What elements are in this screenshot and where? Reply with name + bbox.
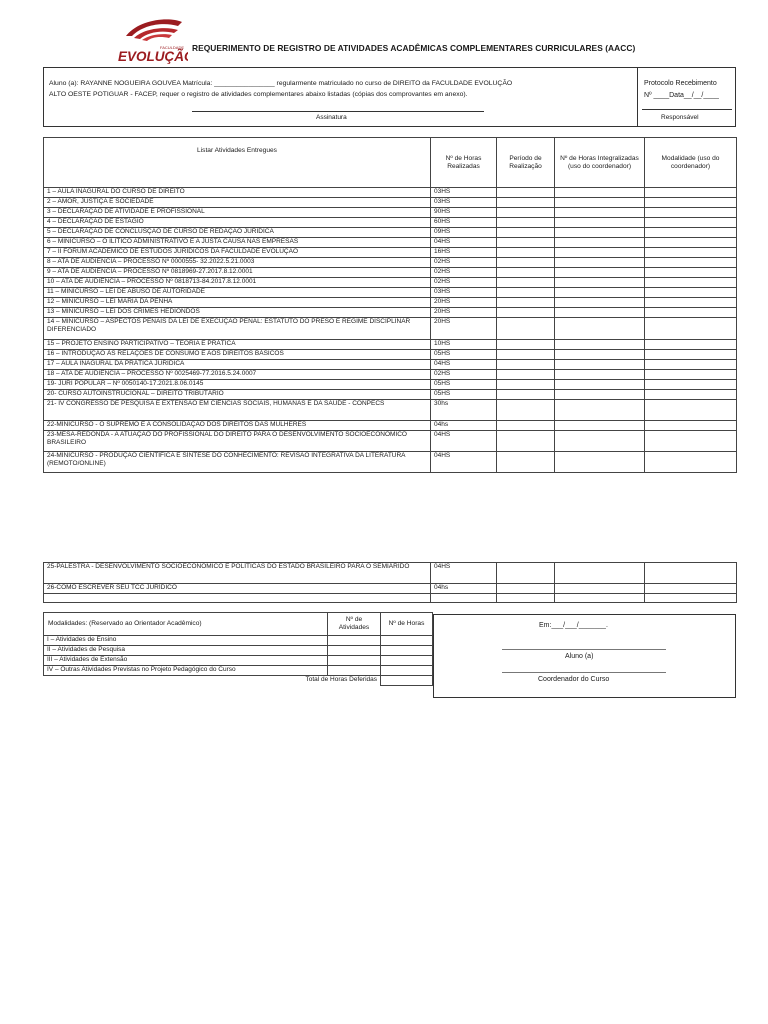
modality-activities-cell[interactable] (328, 666, 381, 676)
activity-description: 4 – DECLARAÇÃO DE ESTAGIO (44, 218, 431, 228)
activity-period-cell[interactable] (497, 584, 555, 594)
activity-description: 13 – MINICURSO – LEI DOS CRIMES HEDIONDOS (44, 308, 431, 318)
activity-row (44, 208, 737, 218)
activity-period-cell[interactable] (497, 268, 555, 278)
activity-description: 25-PALESTRA - DESENVOLVIMENTO SOCIOECONÔMICO E POLÍTICAS DO ESTADO BRASILEIRO PARA O SEMIÁRIDO (44, 563, 431, 584)
coordinator-signature-line[interactable] (502, 672, 666, 673)
activity-hours: 04hs (431, 421, 497, 431)
activity-modality-cell[interactable] (645, 400, 737, 421)
activity-hours: 03HS (431, 198, 497, 208)
blank-activity-row (44, 594, 737, 603)
activity-description: 24-MINICURSO - PRODUÇÃO CIENTÍFICA E SÍNTESE DO CONHECIMENTO: REVISÃO INTEGRATIVA DA LITERATURA (REMOTO/ONLINE) (44, 452, 431, 473)
activity-hours: 16HS (431, 248, 497, 258)
activity-period-cell[interactable] (497, 308, 555, 318)
activity-row (44, 350, 737, 360)
activity-modality-cell[interactable] (645, 340, 737, 350)
college-logo (116, 14, 188, 64)
activity-integrated-hours-cell[interactable] (555, 288, 645, 298)
activity-modality-cell[interactable] (645, 248, 737, 258)
activity-modality-cell[interactable] (645, 258, 737, 268)
modalities-table (43, 612, 433, 686)
activity-row (44, 340, 737, 350)
date-field[interactable]: Em:___/___/_______. (539, 622, 608, 629)
activity-description: 16 – INTRODUÇÃO ÀS RELAÇÕES DE CONSUMO E AOS DIREITOS BÁSICOS (44, 350, 431, 360)
col-header-period: Período de Realização (497, 138, 555, 188)
activity-hours: 60HS (431, 218, 497, 228)
activity-description: 3 – DECLARAÇÃO DE ATIVIDADE E PROFISSIONAL (44, 208, 431, 218)
form-title: REQUERIMENTO DE REGISTRO DE ATIVIDADES ACADÊMICAS COMPLEMENTARES CURRICULARES (AACC) (192, 43, 636, 53)
activity-row (44, 268, 737, 278)
total-hours-label: Total de Horas Deferidas (44, 676, 381, 686)
activity-integrated-hours-cell[interactable] (555, 228, 645, 238)
activity-hours: 10HS (431, 340, 497, 350)
activity-description: 20- CURSO AUTOINSTRUCIONAL – DIREITO TRIBUTÁRIO (44, 390, 431, 400)
activity-integrated-hours-cell[interactable] (555, 298, 645, 308)
coordinator-signature-label: Coordenador do Curso (538, 676, 610, 683)
activity-period-cell[interactable] (497, 318, 555, 340)
activity-hours: 90HS (431, 208, 497, 218)
protocol-title: Protocolo Recebimento (644, 80, 717, 87)
activity-modality-cell[interactable] (645, 238, 737, 248)
activity-period-cell[interactable] (497, 238, 555, 248)
activity-modality-cell[interactable] (645, 278, 737, 288)
col-header-hours: Nº de Horas Realizadas (431, 138, 497, 188)
activity-integrated-hours-cell[interactable] (555, 238, 645, 248)
activity-period-cell[interactable] (497, 248, 555, 258)
activity-integrated-hours-cell[interactable] (555, 421, 645, 431)
activity-hours: 05HS (431, 350, 497, 360)
statement-line-1: Aluno (a): RAYANNE NOGUEIRA GOUVEA Matrícula: ________________ regularmente matriculado no curso de DIREITO da FACULDADE EVOLUÇÃO (49, 80, 513, 87)
activity-integrated-hours-cell[interactable] (555, 452, 645, 473)
activity-modality-cell[interactable] (645, 380, 737, 390)
col-header-activities: Listar Atividades Entregues (44, 138, 431, 188)
activity-row (44, 288, 737, 298)
activity-row (44, 308, 737, 318)
activity-description: 15 – PROJETO ENSINO PARTICIPATIVO – TEORIA E PRÁTICA (44, 340, 431, 350)
activity-description: 9 – ATA DE AUDIÊNCIA – PROCESSO Nº 0818969-27.2017.8.12.0001 (44, 268, 431, 278)
activity-period-cell[interactable] (497, 370, 555, 380)
activity-row (44, 188, 737, 198)
activity-row (44, 431, 737, 452)
activity-description: 19- JURI POPULAR – Nº 0050140-17.2021.8.06.0145 (44, 380, 431, 390)
activity-period-cell[interactable] (497, 452, 555, 473)
activity-modality-cell[interactable] (645, 584, 737, 594)
activity-row (44, 360, 737, 370)
activities-table-continued (43, 562, 737, 603)
modalities-col-activities: Nº de Atividades (328, 613, 381, 636)
activity-description: 23-MESA-REDONDA - A ATUAÇÃO DO PROFISSIONAL DO DIREITO PARA O DESENVOLVIMENTO SOCIOECONÔMICO BRASILEIRO (44, 431, 431, 452)
activity-hours: 03HS (431, 188, 497, 198)
blank-cell[interactable] (645, 594, 737, 603)
activity-period-cell[interactable] (497, 563, 555, 584)
blank-cell[interactable] (497, 594, 555, 603)
activity-modality-cell[interactable] (645, 318, 737, 340)
modality-label: I – Atividades de Ensino (44, 636, 328, 646)
blank-cell[interactable] (431, 594, 497, 603)
activity-description: 8 – ATA DE AUDIENCIA – PROCESSO Nº 0000555- 32.2022.5.21.0003 (44, 258, 431, 268)
statement-line-2: ALTO OESTE POTIGUAR - FACEP, requer o registro de atividades complementares abaixo listadas (cópias dos comprovantes em anexo). (49, 91, 468, 98)
modality-row (44, 636, 433, 646)
activity-description: 17 – AULA INAGURAL DA PRÁTICA JURIDICA (44, 360, 431, 370)
student-signature-line[interactable] (502, 649, 666, 650)
activity-description: 6 – MINICURSO – O ILITICO ADMINISTRATIVO E A JUSTA CAUSA NAS EMPRESAS (44, 238, 431, 248)
activity-description: 7 – II FORUM ACADEMICO DE ESTUDOS JURÍDICOS DA FACULDADE EVOLUÇÃO (44, 248, 431, 258)
activity-integrated-hours-cell[interactable] (555, 370, 645, 380)
activity-hours: 02HS (431, 370, 497, 380)
activity-row (44, 198, 737, 208)
activity-integrated-hours-cell[interactable] (555, 340, 645, 350)
activity-hours: 20HS (431, 318, 497, 340)
activity-row (44, 248, 737, 258)
activity-modality-cell[interactable] (645, 308, 737, 318)
activity-hours: 04hs (431, 584, 497, 594)
activity-integrated-hours-cell[interactable] (555, 268, 645, 278)
activity-modality-cell[interactable] (645, 421, 737, 431)
blank-cell[interactable] (555, 594, 645, 603)
activity-hours: 03HS (431, 288, 497, 298)
signature-line (192, 111, 484, 112)
activity-row (44, 380, 737, 390)
activities-table (43, 137, 737, 473)
activity-integrated-hours-cell[interactable] (555, 318, 645, 340)
blank-cell[interactable] (44, 594, 431, 603)
activity-integrated-hours-cell[interactable] (555, 208, 645, 218)
activity-period-cell[interactable] (497, 288, 555, 298)
modality-label: IV – Outras Atividades Previstas no Projeto Pedagógico do Curso (44, 666, 328, 676)
activity-period-cell[interactable] (497, 421, 555, 431)
activity-description: 11 – MINICURSO – LEI DE ABUSO DE AUTORIDADE (44, 288, 431, 298)
activity-period-cell[interactable] (497, 431, 555, 452)
activity-description: 22-MINICURSO - O SUPREMO E A CONSOLIDAÇÃO DOS DIREITOS DAS MULHERES (44, 421, 431, 431)
activity-row (44, 452, 737, 473)
activity-integrated-hours-cell[interactable] (555, 198, 645, 208)
activity-integrated-hours-cell[interactable] (555, 188, 645, 198)
activity-row (44, 400, 737, 421)
modality-label: II – Atividades de Pesquisa (44, 646, 328, 656)
activity-row (44, 318, 737, 340)
activity-hours: 04HS (431, 452, 497, 473)
modality-hours-cell[interactable] (381, 666, 433, 676)
activity-row (44, 584, 737, 594)
activity-row (44, 278, 737, 288)
protocol-fields: Nº ____Data__/__/____ (644, 92, 719, 99)
activity-hours: 02HS (431, 258, 497, 268)
modalities-col-hours: Nº de Horas (381, 613, 433, 636)
activity-hours: 05HS (431, 380, 497, 390)
student-signature-label: Aluno (a) (565, 653, 594, 660)
activity-hours: 04HS (431, 431, 497, 452)
protocol-signature-line (642, 109, 732, 110)
modality-hours-cell[interactable] (381, 656, 433, 666)
activity-period-cell[interactable] (497, 350, 555, 360)
activity-hours: 05HS (431, 390, 497, 400)
modality-row (44, 646, 433, 656)
activity-hours: 04HS (431, 563, 497, 584)
signature-box (433, 614, 736, 698)
total-row (44, 676, 433, 686)
activity-modality-cell[interactable] (645, 228, 737, 238)
activity-modality-cell[interactable] (645, 452, 737, 473)
activity-description: 10 – ATA DE AUDIÊNCIA – PROCESSO Nº 0818713-84.2017.8.12.0001 (44, 278, 431, 288)
activity-row (44, 258, 737, 268)
activity-modality-cell[interactable] (645, 431, 737, 452)
activity-period-cell[interactable] (497, 228, 555, 238)
student-info-box (43, 67, 736, 127)
activity-period-cell[interactable] (497, 400, 555, 421)
signature-label: Assinatura (316, 114, 347, 121)
activity-period-cell[interactable] (497, 380, 555, 390)
logo-sub-text: FACULDADE (160, 45, 185, 50)
activity-period-cell[interactable] (497, 208, 555, 218)
activity-integrated-hours-cell[interactable] (555, 308, 645, 318)
activity-integrated-hours-cell[interactable] (555, 400, 645, 421)
activity-integrated-hours-cell[interactable] (555, 258, 645, 268)
activity-integrated-hours-cell[interactable] (555, 248, 645, 258)
activity-description: 14 – MINICURSO – ASPECTOS PENAIS DA LEI DE EXECUÇÃO PENAL: ESTATUTO DO PRESO E REGIME DISCIPLINAR DIFERENCIADO (44, 318, 431, 340)
activity-row (44, 421, 737, 431)
activity-integrated-hours-cell[interactable] (555, 431, 645, 452)
activity-modality-cell[interactable] (645, 218, 737, 228)
total-hours-cell[interactable] (381, 676, 433, 686)
col-header-integrated: Nº de Horas Integralizadas (uso do coordenador) (555, 138, 645, 188)
activity-modality-cell[interactable] (645, 390, 737, 400)
modality-activities-cell[interactable] (328, 636, 381, 646)
activity-period-cell[interactable] (497, 258, 555, 268)
modality-activities-cell[interactable] (328, 656, 381, 666)
modality-hours-cell[interactable] (381, 636, 433, 646)
activity-modality-cell[interactable] (645, 298, 737, 308)
modality-row (44, 666, 433, 676)
activity-description: 12 – MINICURSO – LEI MARIA DA PENHA (44, 298, 431, 308)
activity-row (44, 298, 737, 308)
activity-hours: 20HS (431, 298, 497, 308)
activity-row (44, 218, 737, 228)
activity-description: 2 – AMOR, JUSTIÇA E SOCIEDADE (44, 198, 431, 208)
activity-description: 1 – AULA INAGURAL DO CURSO DE DIREITO (44, 188, 431, 198)
activity-integrated-hours-cell[interactable] (555, 360, 645, 370)
modality-row (44, 656, 433, 666)
request-statement (44, 68, 638, 126)
activity-modality-cell[interactable] (645, 198, 737, 208)
activity-period-cell[interactable] (497, 198, 555, 208)
protocol-responsible-label: Responsável (661, 114, 699, 121)
activity-row (44, 238, 737, 248)
activity-period-cell[interactable] (497, 390, 555, 400)
activity-description: 18 – ATA DE AUDIÊNCIA – PROCESSO Nº 0025469-77.2016.5.24.0007 (44, 370, 431, 380)
activity-period-cell[interactable] (497, 298, 555, 308)
activity-row (44, 228, 737, 238)
activity-row (44, 563, 737, 584)
activity-hours: 02HS (431, 278, 497, 288)
activity-integrated-hours-cell[interactable] (555, 350, 645, 360)
activity-hours: 20HS (431, 308, 497, 318)
activity-hours: 04HS (431, 360, 497, 370)
activity-period-cell[interactable] (497, 278, 555, 288)
modality-hours-cell[interactable] (381, 646, 433, 656)
modalities-header: Modalidades: (Reservado ao Orientador Acadêmico) (44, 613, 328, 636)
activity-modality-cell[interactable] (645, 563, 737, 584)
activity-integrated-hours-cell[interactable] (555, 390, 645, 400)
activity-hours: 02HS (431, 268, 497, 278)
activity-integrated-hours-cell[interactable] (555, 218, 645, 228)
activity-description: 21- IV CONGRESSO DE PESQUISA E EXTENSÃO EM CIÊNCIAS SOCIAIS, HUMANAS E DA SAÚDE - CONPECS (44, 400, 431, 421)
activity-modality-cell[interactable] (645, 268, 737, 278)
activity-integrated-hours-cell[interactable] (555, 278, 645, 288)
activity-period-cell[interactable] (497, 360, 555, 370)
activity-row (44, 390, 737, 400)
modality-label: III – Atividades de Extensão (44, 656, 328, 666)
activity-integrated-hours-cell[interactable] (555, 584, 645, 594)
activity-description: 5 – DECLARAÇÃO DE CONCLUSÇÃO DE CURSO DE REDAÇÃO JURIDICA (44, 228, 431, 238)
activity-period-cell[interactable] (497, 340, 555, 350)
modality-activities-cell[interactable] (328, 646, 381, 656)
activity-description: 26-COMO ESCREVER SEU TCC JURÍDICO (44, 584, 431, 594)
activity-period-cell[interactable] (497, 218, 555, 228)
activity-modality-cell[interactable] (645, 188, 737, 198)
activity-integrated-hours-cell[interactable] (555, 380, 645, 390)
col-header-modality: Modalidade (uso do coordenador) (645, 138, 737, 188)
activity-modality-cell[interactable] (645, 208, 737, 218)
activity-period-cell[interactable] (497, 188, 555, 198)
activity-modality-cell[interactable] (645, 288, 737, 298)
activity-integrated-hours-cell[interactable] (555, 563, 645, 584)
activity-hours: 04HS (431, 238, 497, 248)
activity-row (44, 370, 737, 380)
activity-modality-cell[interactable] (645, 350, 737, 360)
activity-modality-cell[interactable] (645, 360, 737, 370)
logo-brand-text: EVOLUÇÃO (118, 49, 188, 64)
activity-modality-cell[interactable] (645, 370, 737, 380)
activity-hours: 30hs (431, 400, 497, 421)
activity-hours: 09HS (431, 228, 497, 238)
